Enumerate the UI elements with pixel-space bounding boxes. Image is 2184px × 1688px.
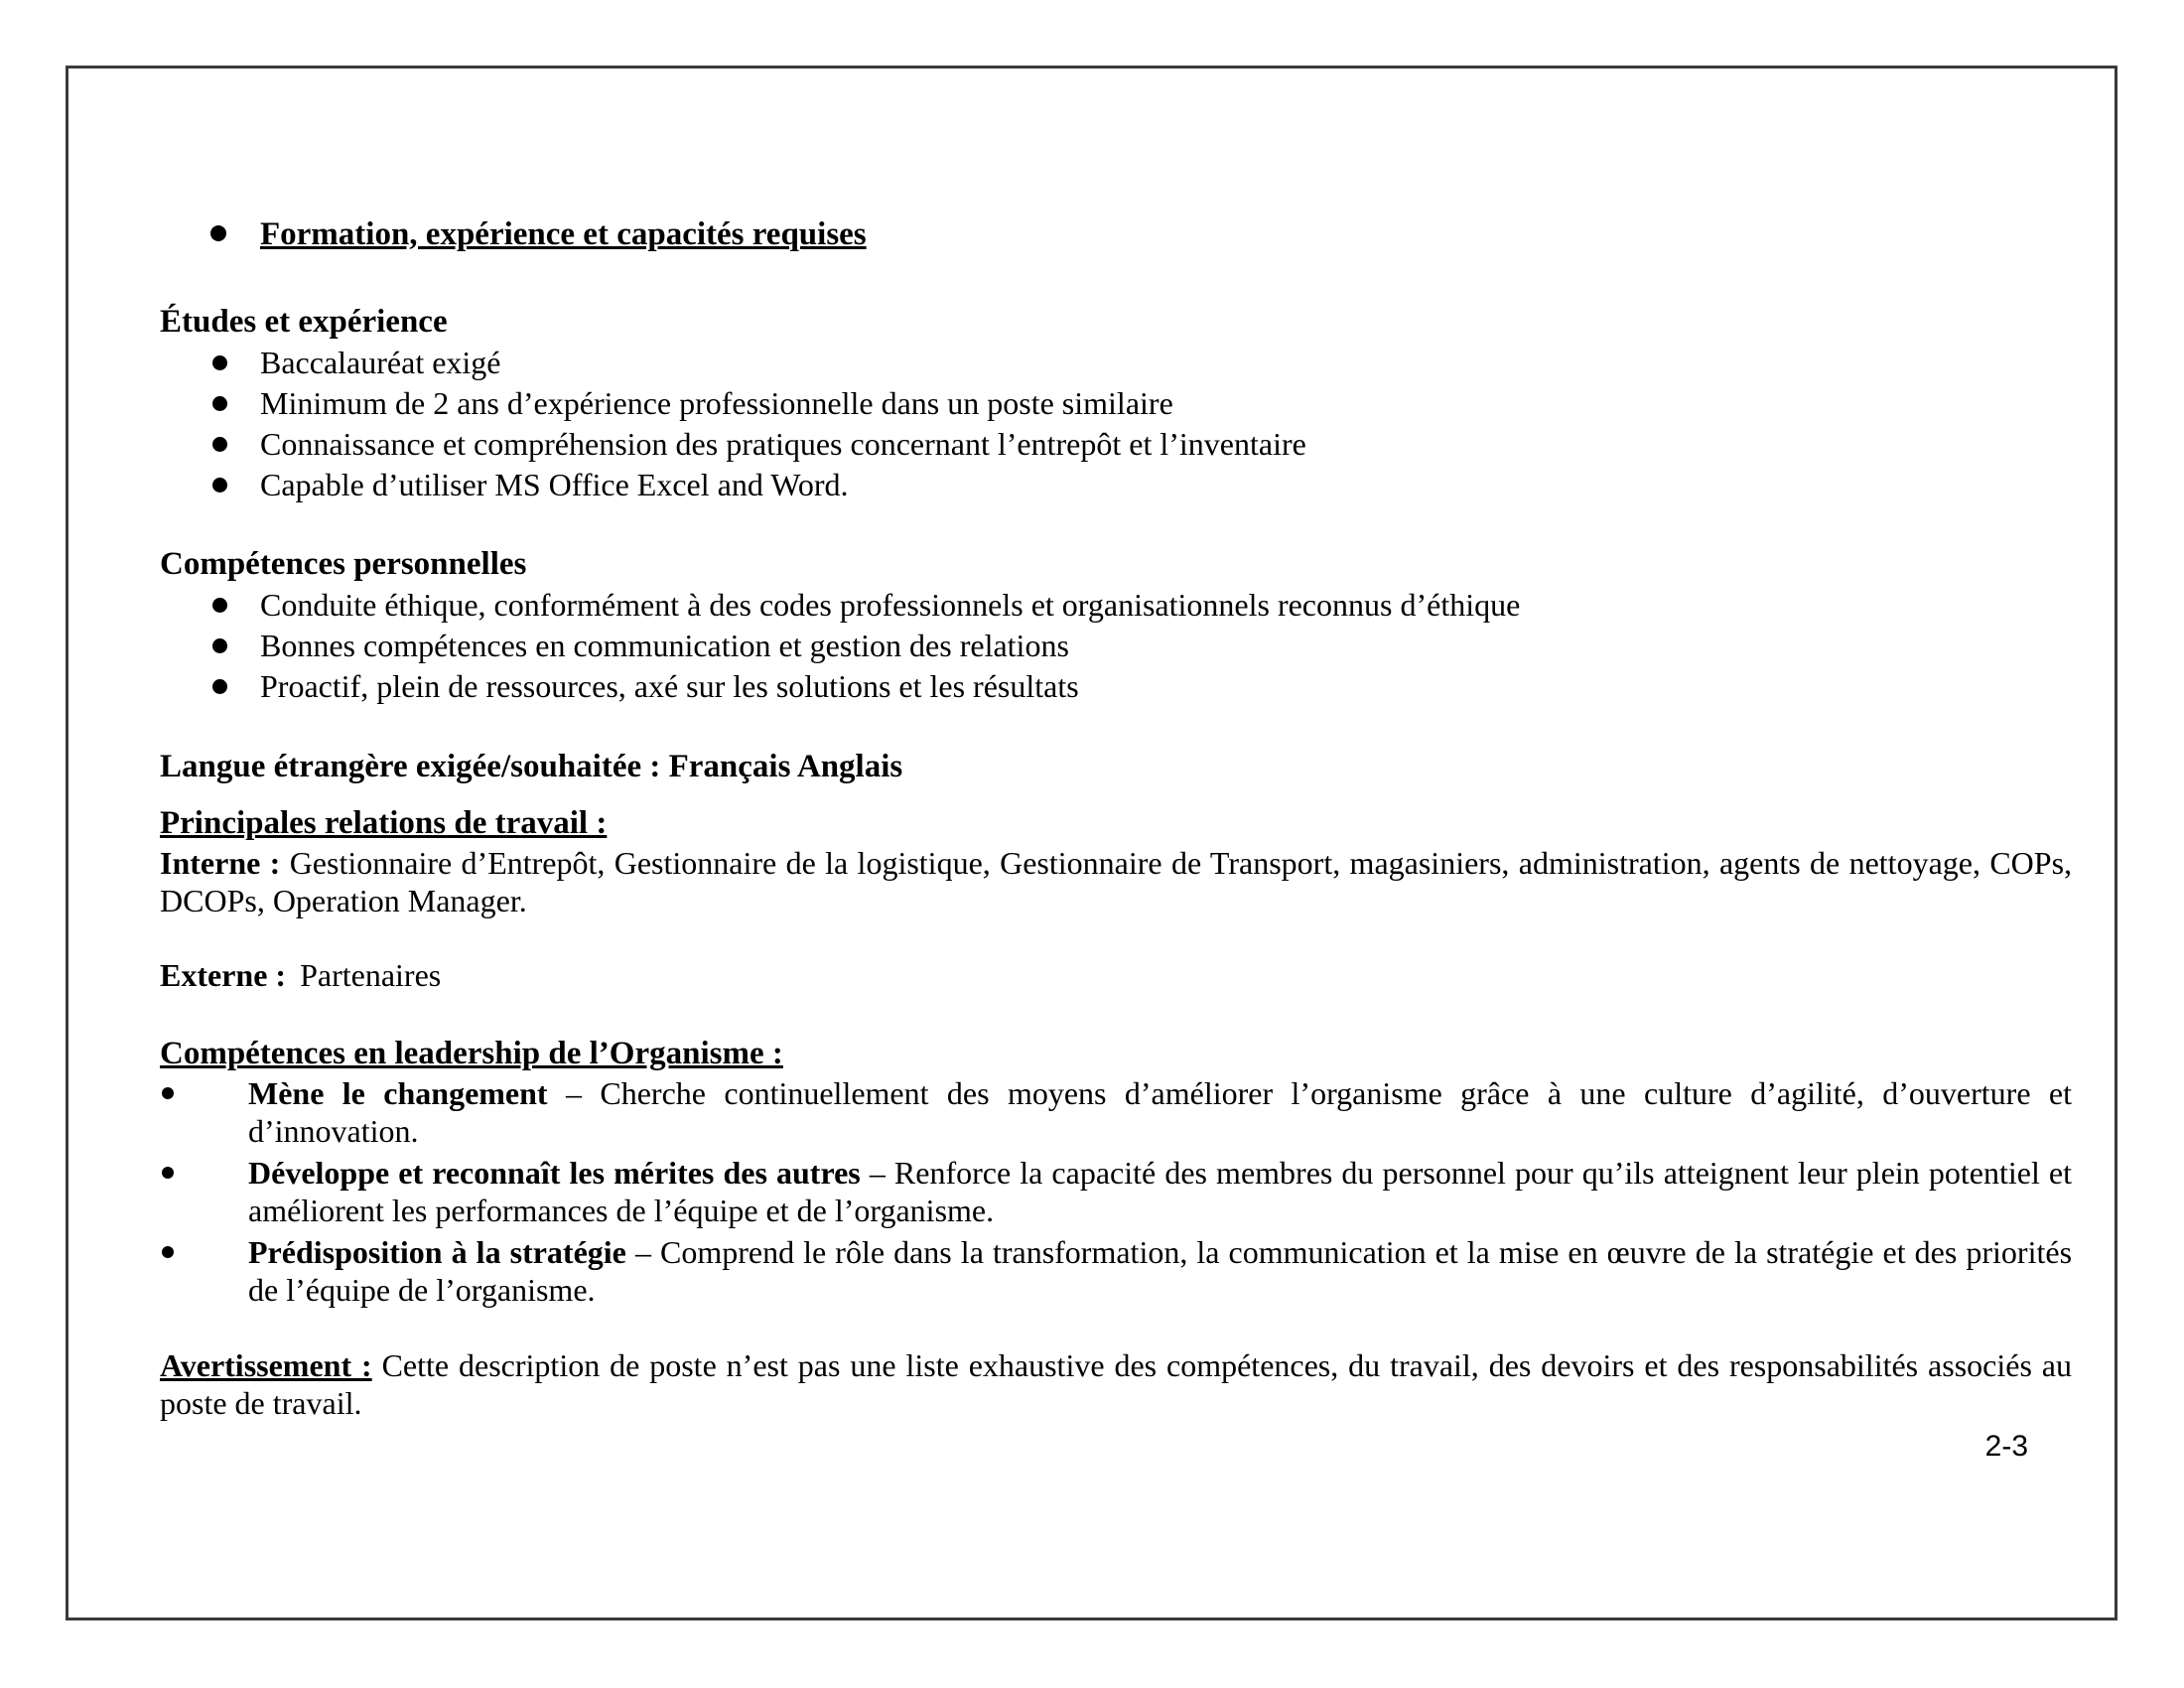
bullet-icon [212, 598, 227, 613]
externe-text: Partenaires [300, 957, 442, 993]
page-number: 2-3 [1984, 1430, 2028, 1463]
list-item-text: Baccalauréat exigé [260, 345, 501, 380]
list-item-text: Capable d’utiliser MS Office Excel and Word. [260, 467, 849, 502]
leadership-item-text: – Cherche continuellement des moyens d’améliorer l’organisme grâce à une culture d’agilité, d’ouverture et d’innovation. [248, 1075, 2073, 1149]
list-item [160, 585, 2072, 626]
list-item [160, 666, 2072, 707]
list-item-text: Proactif, plein de ressources, axé sur les solutions et les résultats [260, 668, 1079, 704]
bullet-icon [212, 355, 227, 370]
bullet-icon [212, 437, 227, 452]
avertissement-label: Avertissement : [160, 1347, 372, 1383]
interne-paragraph [160, 844, 2072, 919]
list-item-text: Connaissance et compréhension des pratiques concernant l’entrepôt et l’inventaire [260, 426, 1306, 462]
section-heading-competences-personnelles: Compétences personnelles [160, 546, 527, 582]
bullet-icon [210, 225, 226, 241]
bullet-icon [212, 638, 227, 653]
leadership-list [160, 1074, 2072, 1309]
langue-line: Langue étrangère exigée/souhaitée : Français Anglais [160, 749, 903, 784]
interne-text: Gestionnaire d’Entrepôt, Gestionnaire de la logistique, Gestionnaire de Transport, magasiniers, administration, agents de nettoyage, COPs, DCOPs, Operation Manager. [160, 845, 2073, 918]
leadership-item-lead: Mène le changement [248, 1075, 548, 1111]
list-item [160, 424, 2072, 465]
bullet-icon [162, 1087, 174, 1099]
list-item-text: Minimum de 2 ans d’expérience professionnelle dans un poste similaire [260, 385, 1173, 421]
list-item [160, 626, 2072, 666]
list-item-text: Bonnes compétences en communication et gestion des relations [260, 628, 1069, 663]
list-item-text: Conduite éthique, conformément à des codes professionnels et organisationnels reconnus d’éthique [260, 587, 1521, 623]
document-title-line [160, 213, 2072, 255]
list-item [160, 1074, 2072, 1150]
section-heading-leadership: Compétences en leadership de l’Organisme : [160, 1036, 783, 1071]
avertissement-paragraph [160, 1346, 2072, 1422]
bullet-icon [212, 478, 227, 492]
externe-paragraph [160, 956, 2072, 994]
page-content [68, 69, 2115, 1466]
list-item [160, 343, 2072, 383]
document-title: Formation, expérience et capacités requises [260, 216, 867, 252]
leadership-item-lead: Développe et reconnaît les mérites des autres [248, 1155, 861, 1191]
leadership-item-text: – Renforce la capacité des membres du personnel pour qu’ils atteignent leur plein potentiel et améliorent les performances de l’équipe et de l’organisme. [248, 1155, 2073, 1228]
list-item [160, 465, 2072, 505]
leadership-item-text: – Comprend le rôle dans la transformation, la communication et la mise en œuvre de la stratégie et des priorités de l’équipe de l’organisme. [248, 1234, 2073, 1308]
section-heading-relations: Principales relations de travail : [160, 805, 608, 841]
list-item [160, 383, 2072, 424]
bullet-icon [162, 1167, 174, 1179]
bullet-icon [212, 396, 227, 411]
externe-label: Externe : [160, 957, 287, 993]
document-page [66, 66, 2117, 1620]
etudes-bullet-list [160, 343, 2072, 505]
bullet-icon [212, 679, 227, 694]
leadership-item-lead: Prédisposition à la stratégie [248, 1234, 626, 1270]
list-item [160, 1154, 2072, 1229]
competences-bullet-list [160, 585, 2072, 707]
section-heading-etudes: Études et expérience [160, 304, 448, 340]
interne-label: Interne : [160, 845, 281, 881]
avertissement-text: Cette description de poste n’est pas une liste exhaustive des compétences, du travail, des devoirs et des responsabilités associés au poste de travail. [160, 1347, 2072, 1421]
bullet-icon [162, 1246, 174, 1258]
list-item [160, 1233, 2072, 1309]
